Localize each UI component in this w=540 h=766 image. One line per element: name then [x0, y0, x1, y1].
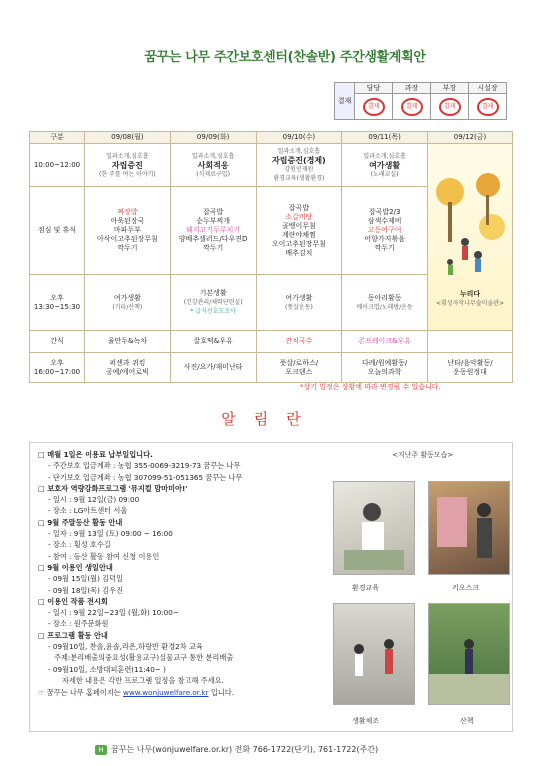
table-cell	[428, 331, 513, 353]
table-cell: 잡곡밥 소갈비탕 골뱅이무침 계란야채찜 오이고추된장무침 배추김치	[256, 187, 342, 275]
notice-heading: □ 9월 주말등산 활동 안내	[38, 517, 123, 527]
table-cell: 콘프레이크&우유	[342, 331, 428, 353]
notice-heading: □ 9월 이용인 생일안내	[38, 562, 113, 572]
table-cell: 일과소개,심호흡 사회적응 (식재료구입)	[170, 144, 256, 187]
table-cell: 일과소개,심호흡 여가생활 (노래교실)	[342, 144, 428, 187]
photos-title: <지난주 활동모습>	[392, 451, 454, 459]
table-cell: 잡곡밥 순두부찌개 돼지고기두루치기 양배추샐러드/다우젼D 깍두기	[170, 187, 256, 275]
approval-header: 과장	[393, 83, 431, 94]
notice-heading: □ 매월 1일은 이용료 납부일입니다.	[38, 450, 153, 459]
approval-label: 결재	[335, 83, 355, 120]
photo-environment-education	[333, 481, 415, 575]
col-header: 09/09(화)	[170, 132, 256, 144]
notice-item: - 일시 : 9월 12일(금) 09:00	[48, 495, 140, 505]
notice-list	[38, 449, 338, 699]
table-row	[30, 353, 513, 383]
table-cell: 일과소개,심호흡 자립증진(경제) 강원인재원 환경교육(생활환경)	[256, 144, 342, 187]
photo-label: 생활체조	[352, 717, 380, 725]
notice-box	[29, 442, 513, 732]
notice-heading: □ 이용인 작품 전시회	[38, 596, 108, 606]
table-cell: 잡곡밥2/3 삼색수제비 고등어구이 어향가지볶음 깍두기	[342, 187, 428, 275]
notice-item: - 일시 : 9월 22일~23일 (월,화) 10:00~	[48, 608, 179, 618]
notice-item: 자세한 내용은 각반 프로그램 일정을 참고해 주세요.	[62, 675, 224, 685]
notice-item: - 장소 : 원주문화원	[48, 619, 109, 629]
schedule-header-row	[30, 132, 513, 144]
notice-item: - 장소 : 횡성 호수길	[48, 540, 111, 550]
friday-illustration-cell	[428, 144, 513, 331]
notice-item: - 09월 15일(월) 김덕일	[48, 574, 124, 584]
photo-label: 환경교육	[352, 584, 380, 592]
col-header: 09/08(월)	[85, 132, 171, 144]
table-cell: 일과소개,심호흡 자립증진 (한 주를 여는 이야기)	[85, 144, 171, 187]
table-cell: 잔치국수	[256, 331, 342, 353]
homepage-suffix: 입니다.	[210, 688, 234, 698]
table-cell: 율만두&녹차	[85, 331, 171, 353]
col-header: 09/12(금)	[428, 132, 513, 144]
table-cell: 풋살/로하스/ 포크댄스	[256, 353, 342, 383]
col-header: 구분	[30, 132, 85, 144]
approval-header: 담당	[355, 83, 393, 94]
photo-exercise	[333, 603, 415, 705]
approval-stamp: 결재	[439, 98, 461, 116]
approval-stamp: 결재	[477, 98, 499, 116]
table-cell: 꿀호떡&우유	[170, 331, 256, 353]
notice-heading: □ 보호자 역량강화프로그램 '뮤지컬 맘마미아!'	[38, 483, 188, 493]
notice-item: 주제:분리배출의중요성(활용교구)실물교구 통한 분리배출	[54, 653, 234, 663]
notice-item: - 장소 : LG아트센터 서울	[48, 506, 128, 516]
footer-text: 꿈꾸는 나무(wonjuwelfare.or.kr) 전화 766-1722(단기), 761-1722(주간)	[111, 745, 379, 754]
table-cell: 퍼센과 퀴킹 공예/에어로빅	[85, 353, 171, 383]
notice-heading: □ 프로그램 활동 안내	[38, 630, 108, 640]
col-header: 09/11(목)	[342, 132, 428, 144]
approval-box	[334, 82, 507, 120]
approval-header: 시설장	[469, 83, 507, 94]
approval-stamp: 결재	[401, 98, 423, 116]
table-cell: 여가생활 (풋살운동)	[256, 275, 342, 331]
row-label: 10:00~12:00	[30, 144, 85, 187]
photo-label: 키오스크	[452, 584, 480, 592]
table-cell: 기본생활 (건강관리/체력단련실) * 급식선호도조사	[170, 275, 256, 331]
homepage-prefix: ☞ 꿈꾸는 나무 홈페이지는	[38, 688, 121, 698]
notice-item: - 단기보호 입금계좌 : 농협 307099-51-051365 꿈꾸는 나무	[48, 472, 243, 482]
row-label: 간식	[30, 331, 85, 353]
table-cell: 짜장밥 아욱된장국 마파두부 아삭이고추된장무침 깍두기	[85, 187, 171, 275]
col-header: 09/10(수)	[256, 132, 342, 144]
schedule-table	[29, 131, 513, 383]
table-cell: 난타/음악활동/ 운동원정대	[428, 353, 513, 383]
footer	[95, 744, 378, 755]
homepage-link[interactable]: www.wonjuwelfare.or.kr	[123, 688, 209, 698]
approval-stamp: 결재	[363, 98, 385, 116]
table-cell: 여가생활 (기타/산책)	[85, 275, 171, 331]
footer-logo-icon: H	[95, 745, 107, 755]
park-illustration	[430, 167, 510, 287]
notice-item: - 참여 : 등산 활동 참여 신청 이용인	[48, 551, 160, 561]
photo-kiosk	[428, 481, 510, 575]
photo-label: 산책	[460, 717, 474, 725]
photo-walk	[428, 603, 510, 705]
table-cell: 다례/원예활동/ 오늘의과학	[342, 353, 428, 383]
notice-item: - 일자 : 9월 13일 (토) 09:00 ~ 16:00	[48, 529, 173, 539]
approval-header: 부장	[431, 83, 469, 94]
table-cell: 사진/요가/재미난타	[170, 353, 256, 383]
notice-item: - 주간보호 입금계좌 : 농협 355-0069-3219-73 꿈꾸는 나무	[48, 461, 241, 471]
notice-item: - 09월10일, 찬솔,윤솔,라온,하랑반 환경2차 교육	[48, 642, 203, 652]
row-label: 점심 및 휴식	[30, 187, 85, 275]
table-cell: 동아리활동 메이크업/노래방/운동	[342, 275, 428, 331]
page-title: 꿈꾸는 나무 주간보호센터(찬솔반) 주간생활계획안	[144, 50, 426, 65]
notice-item: - 09월 18일(목) 김우진	[48, 585, 124, 595]
friday-activity: 누리다	[459, 289, 481, 298]
notice-item: - 09월10일, 소방대피훈련(11:40~ )	[48, 664, 166, 674]
table-row	[30, 331, 513, 353]
friday-location: <횡성자작나무숲미술관>	[435, 299, 504, 307]
schedule-change-note: *상기 일정은 상황에 따라 변경될 수 있습니다.	[300, 383, 441, 391]
row-label: 오후 16:00~17:00	[30, 353, 85, 383]
row-label: 오후 13:30~15:30	[30, 275, 85, 331]
table-row	[30, 144, 513, 187]
notice-title: 알림란	[221, 410, 319, 428]
